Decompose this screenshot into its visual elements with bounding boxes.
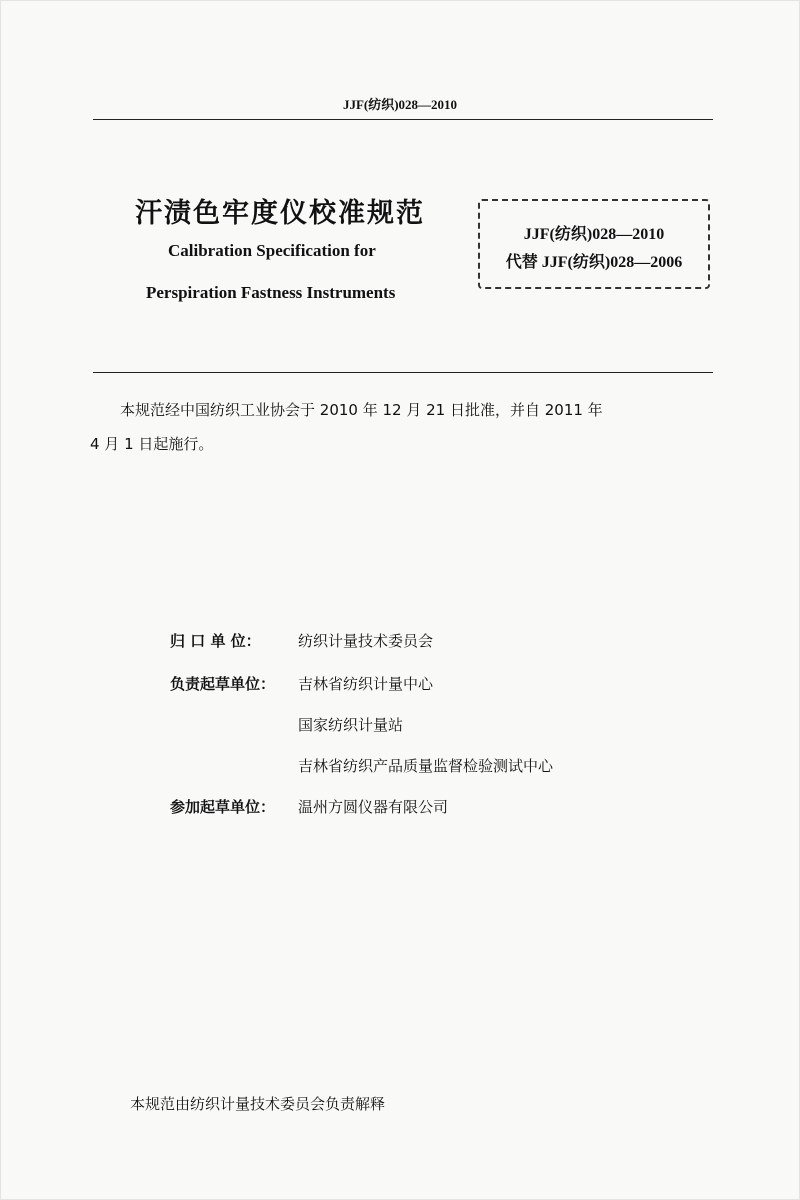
interpretation-note: 本规范由纺织计量技术委员会负责解释 [130,1095,386,1113]
standard-code-box [478,199,710,289]
drafting-unit-row [170,673,433,694]
participating-unit-row [170,796,448,817]
code-box-current: JJF(纺织)028—2010 [523,226,665,243]
title-english-line2: Perspiration Fastness Instruments [146,283,396,302]
drafting-unit-label: 负责起草单位： [170,675,276,693]
drafting-unit-row [170,755,553,776]
header-rule [93,119,713,120]
participating-unit-value: 温州方圆仪器有限公司 [298,798,449,816]
approval-line1: 本规范经中国纺织工业协会于 2010 年 12 月 21 日批准，并自 2011 年 [120,401,603,419]
title-english-line1: Calibration Specification for [168,241,376,260]
approval-line2: 4 月 1 日起施行。 [90,435,214,453]
responsible-unit-value: 纺织计量技术委员会 [298,632,434,650]
responsible-unit-label: 归 口 单 位： [170,632,261,650]
approval-statement [90,393,720,461]
drafting-unit-value: 吉林省纺织产品质量监督检验测试中心 [298,757,554,775]
participating-unit-label: 参加起草单位： [170,798,276,816]
header-standard-code: JJF(纺织)028—2010 [342,97,458,112]
responsible-unit-row [170,630,433,651]
drafting-unit-value: 国家纺织计量站 [298,716,404,734]
code-box-replaces: 代替 JJF(纺织)028—2006 [505,254,683,271]
drafting-unit-row [170,714,403,735]
title-chinese: 汗渍色牢度仪校准规范 [135,198,425,229]
drafting-unit-value: 吉林省纺织计量中心 [298,675,434,693]
section-rule [93,372,713,373]
